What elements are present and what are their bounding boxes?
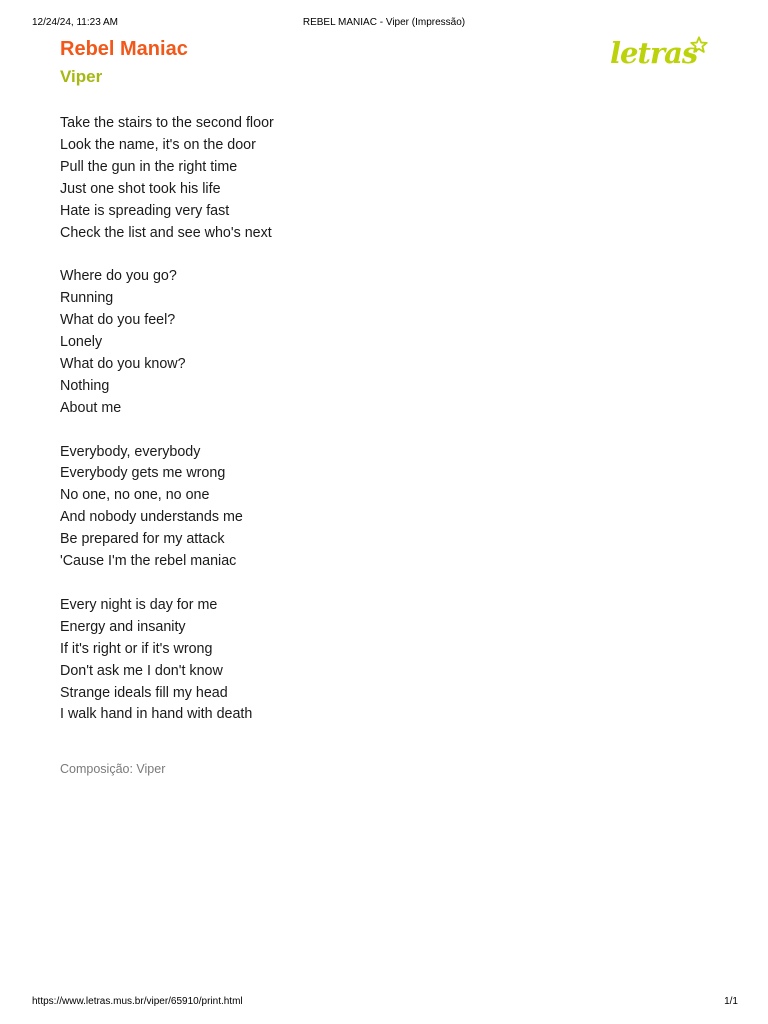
lyric-line: Take the stairs to the second floor [60,115,274,131]
lyric-line: Just one shot took his life [60,180,221,197]
logo-text: letras [610,36,698,70]
song-title: Rebel Maniac [60,38,188,60]
lyric-line: Check the list and see who's next [60,224,272,241]
print-page-title: REBEL MANIAC - Viper (Impressão) [302,17,466,28]
lyric-line: Hate is spreading very fast [60,202,230,219]
print-datetime: 12/24/24, 11:23 AM [32,17,118,28]
stanza [60,595,660,726]
lyric-line: I walk hand in hand with death [60,706,253,723]
stanza [60,442,660,573]
print-footer [0,996,768,1010]
print-url: https://www.letras.mus.br/viper/65910/print.html [32,996,243,1007]
lyric-line: Don't ask me I don't know [60,662,223,679]
lyric-line: Everybody, everybody [60,443,201,460]
print-header [0,17,768,31]
letras-logo[interactable] [610,36,714,72]
stanza [60,113,660,244]
stanza [60,266,660,419]
lyric-line: 'Cause I'm the rebel maniac [60,553,237,570]
lyric-line: Lonely [60,334,103,351]
artist-name[interactable]: Viper [60,67,103,86]
lyric-line: What do you feel? [60,312,176,329]
lyric-line: Look the name, it's on the door [60,136,256,153]
lyric-line: No one, no one, no one [60,487,210,504]
composer-credit: Composição: Viper [60,762,166,776]
lyric-line: Be prepared for my attack [60,531,225,548]
lyric-line: Pull the gun in the right time [60,158,238,175]
lyric-line: If it's right or if it's wrong [60,640,213,657]
lyric-line: What do you know? [60,355,186,372]
lyric-line: Running [60,290,114,307]
lyric-line: About me [60,399,122,416]
print-page-number: 1/1 [724,996,738,1007]
lyric-line: And nobody understands me [60,509,243,526]
lyric-line: Strange ideals fill my head [60,684,228,701]
lyric-line: Every night is day for me [60,596,218,613]
lyrics [60,113,660,748]
star-icon [690,36,708,54]
lyric-line: Nothing [60,377,110,394]
lyric-line: Where do you go? [60,268,177,285]
lyric-line: Energy and insanity [60,618,186,635]
lyric-line: Everybody gets me wrong [60,465,226,482]
